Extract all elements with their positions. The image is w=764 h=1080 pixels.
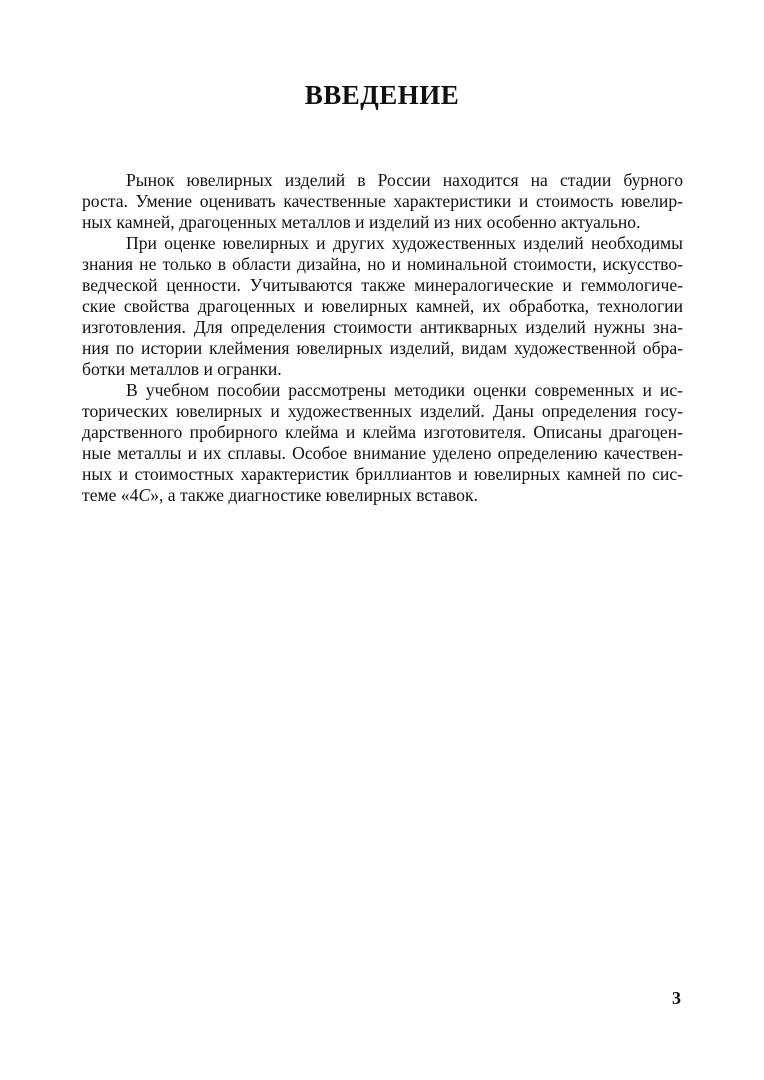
text-line: роста. Умение оценивать качественные характеристики и стоимость ювелир-: [82, 191, 683, 211]
text-line: ботки металлов и огранки.: [82, 359, 282, 379]
italic-symbol: C: [138, 485, 151, 505]
text-line-last: [82, 485, 683, 506]
text-fragment: теме «4: [82, 485, 139, 505]
text-line: ведческой ценности. Учитываются также минералогические и геммологиче-: [82, 275, 683, 295]
paragraph-2: [82, 233, 683, 380]
paragraph-3: [82, 380, 683, 506]
page-title: ВВЕДЕНИЕ: [304, 80, 460, 110]
text-line: Рынок ювелирных изделий в России находится на стадии бурного: [126, 170, 683, 190]
text-line: ных и стоимостных характеристик бриллиантов и ювелирных камней по сис-: [82, 464, 683, 484]
paragraph-1: [82, 170, 683, 233]
text-line: ные металлы и их сплавы. Особое внимание уделено определению качествен-: [82, 443, 683, 463]
body-text: [82, 170, 683, 506]
text-line: При оценке ювелирных и других художественных изделий необходимы: [126, 233, 683, 253]
text-line: В учебном пособии рассмотрены методики оценки современных и ис-: [126, 380, 683, 400]
text-line: ния по истории клеймения ювелирных изделий, видам художественной обра-: [82, 338, 683, 358]
text-line: ские свойства драгоценных и ювелирных камней, их обработка, технологии: [82, 296, 683, 316]
page-number: 3: [672, 988, 681, 1008]
text-line: знания не только в области дизайна, но и номинальной стоимости, искусство-: [82, 254, 683, 274]
text-line: ных камней, драгоценных металлов и изделий из них особенно актуально.: [82, 212, 641, 232]
text-line: дарственного пробирного клейма и клейма изготовителя. Описаны драгоцен-: [82, 422, 683, 442]
text-fragment: », а также диагностике ювелирных вставок.: [150, 485, 478, 505]
text-line: торических ювелирных и художественных изделий. Даны определения госу-: [82, 401, 683, 421]
text-line: изготовления. Для определения стоимости антикварных изделий нужны зна-: [82, 317, 683, 337]
